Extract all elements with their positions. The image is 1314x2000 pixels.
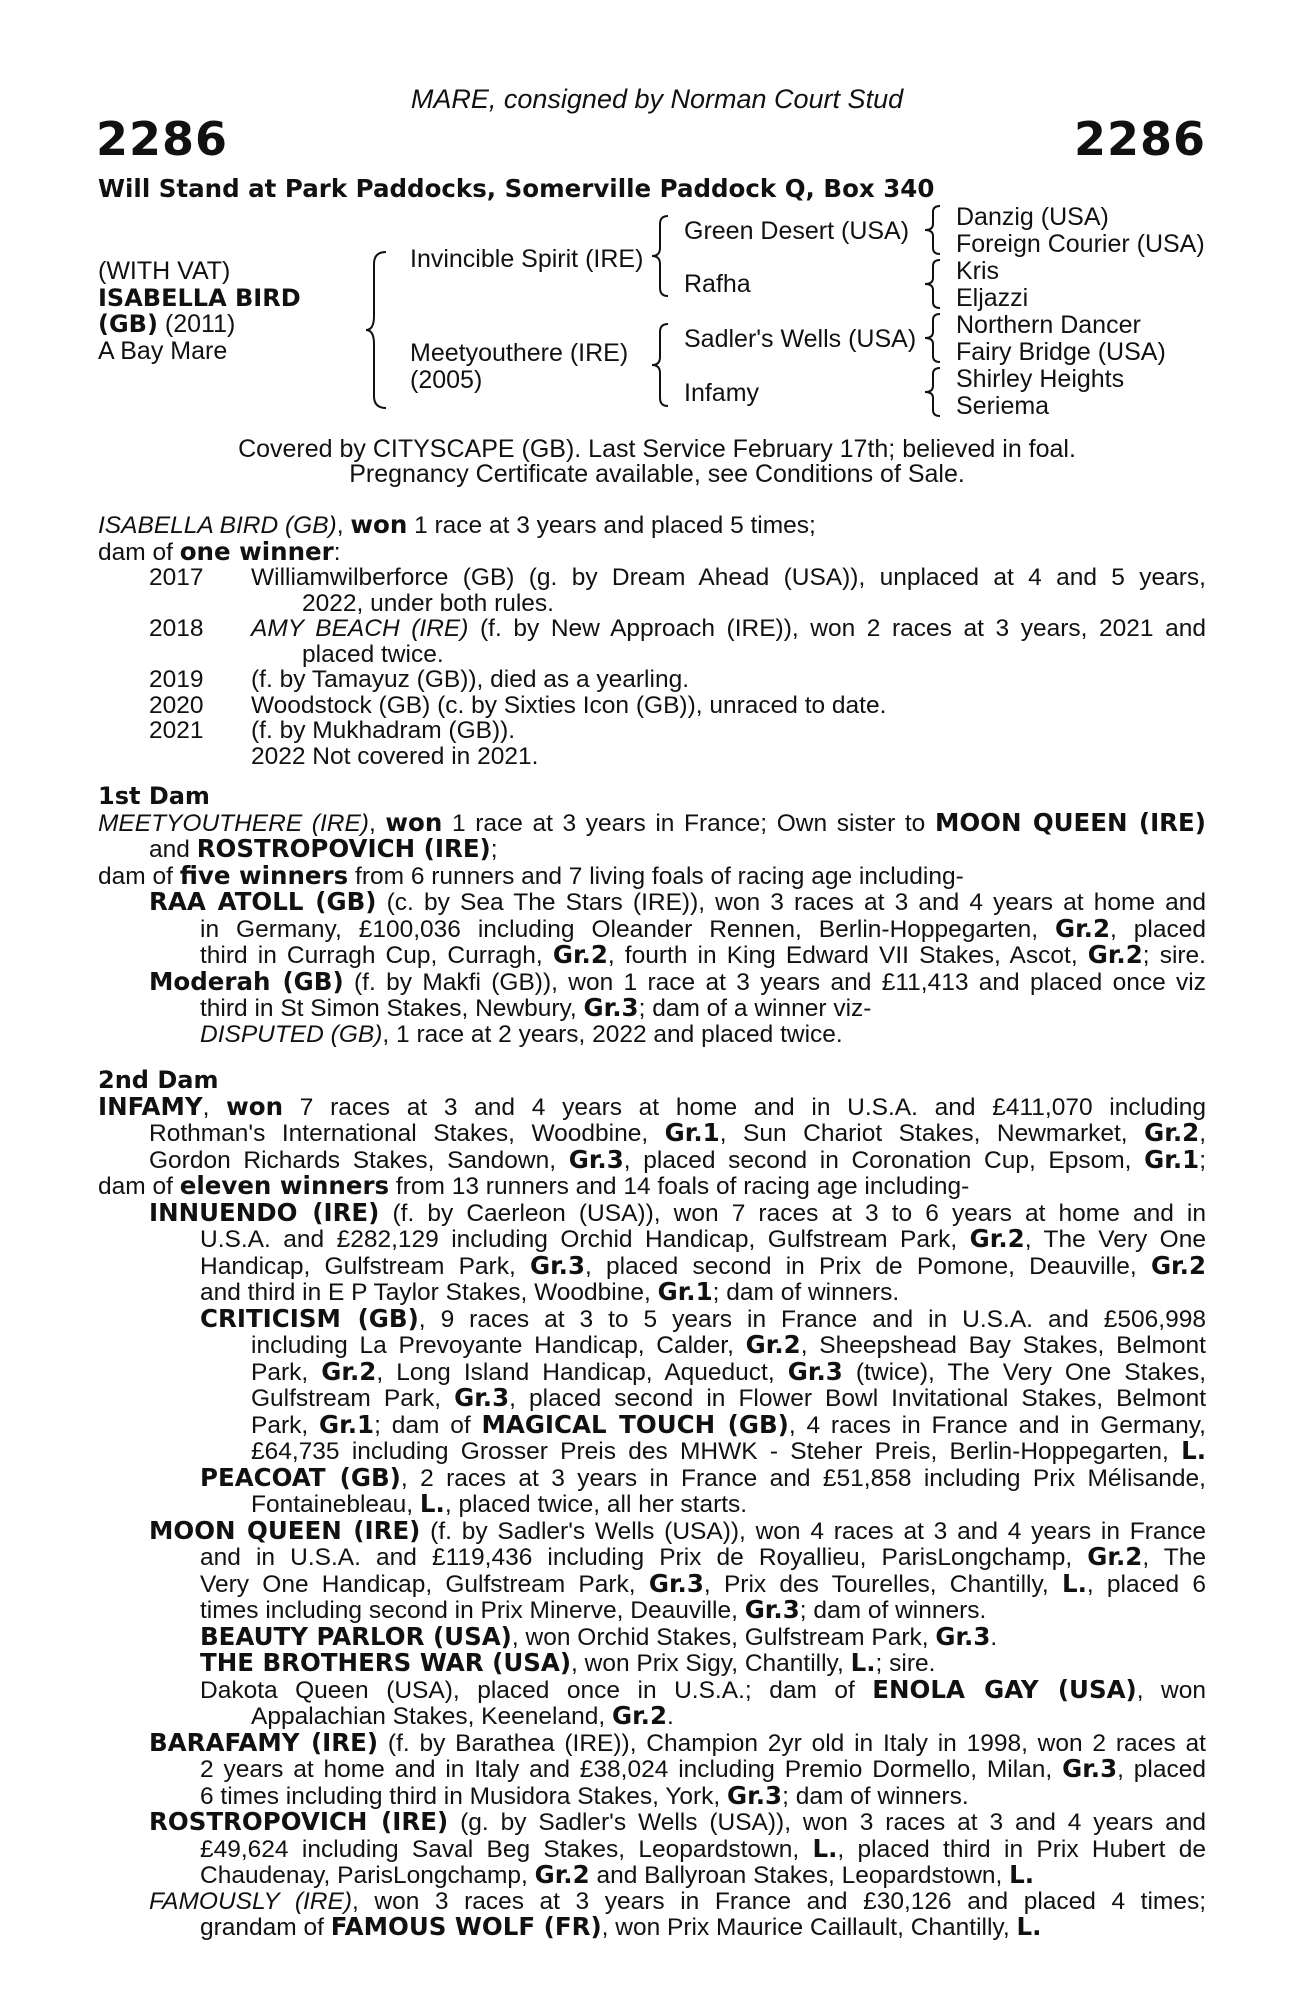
covered-line: Covered by CITYSCAPE (GB). Last Service February 17th; believed in foal.	[238, 435, 1076, 463]
produce-record	[98, 512, 1206, 769]
barafamy-line-3: 6 times including third in Musidora Stakes, York, Gr.3; dam of winners.	[200, 1780, 969, 1810]
dakota-queen-line-2: Appalachian Stakes, Keeneland, Gr.2.	[251, 1701, 674, 1730]
produce-intro: ISABELLA BIRD (GB), won 1 race at 3 years and placed 5 times;	[98, 510, 816, 539]
infamy-progeny-summary: dam of eleven winners from 13 runners and 14 foals of racing age including-	[98, 1171, 970, 1200]
brothers-war-line: THE BROTHERS WAR (USA), won Prix Sigy, Chantilly, L.; sire.	[200, 1648, 936, 1677]
first-dam-line-2: and ROSTROPOVICH (IRE);	[149, 834, 498, 863]
moon-queen-line-1: MOON QUEEN (IRE) (f. by Sadler's Wells (USA)), won 4 races at 3 and 4 years in France	[149, 1515, 1206, 1545]
produce-row-2021: 2021 (f. by Mukhadram (GB)).	[149, 717, 516, 744]
pedigree-dam-dam: Infamy	[684, 379, 760, 407]
innuendo-line-1: INNUENDO (IRE) (f. by Caerleon (USA)), won 7 races at 3 to 6 years at home and in	[149, 1197, 1206, 1227]
innuendo-line-4: and third in E P Taylor Stakes, Woodbine, Gr.1; dam of winners.	[200, 1277, 900, 1306]
horse-name: ISABELLA BIRD	[98, 284, 301, 312]
pedigree-dam-sire: Sadler's Wells (USA)	[684, 325, 917, 353]
pedigree-sire: Invincible Spirit (IRE)	[410, 245, 644, 273]
produce-row-2018: 2018 AMY BEACH (IRE) (f. by New Approach (IRE)), won 2 races at 3 years, 2021 and	[149, 615, 1206, 642]
pedigree-ssd: Foreign Courier (USA)	[956, 230, 1205, 258]
lot-number-left: 2286	[96, 112, 229, 166]
first-dam-progeny-summary: dam of five winners from 6 runners and 7 living foals of racing age including-	[98, 860, 964, 890]
pedigree-sds: Kris	[956, 257, 1000, 285]
criticism-line-2: including La Prevoyante Handicap, Calder, Gr.2, Sheepshead Bay Stakes, Belmont	[251, 1330, 1206, 1359]
moderah-line-1: Moderah (GB) (f. by Makfi (GB)), won 1 race at 3 years and £11,413 and placed once viz	[149, 966, 1206, 996]
barafamy-line-2: 2 years at home and in Italy and £38,024 including Premio Dormello, Milan, Gr.3, placed	[200, 1754, 1207, 1783]
barafamy-line-1: BARAFAMY (IRE) (f. by Barathea (IRE)), Champion 2yr old in Italy in 1998, won 2 races at	[149, 1727, 1206, 1757]
infamy-line-1: INFAMY, won 7 races at 3 and 4 years at home and in U.S.A. and £411,070 including	[98, 1091, 1206, 1121]
second-dam-heading: 2nd Dam	[98, 1066, 219, 1094]
produce-row-2017-cont: 2022, under both rules.	[302, 589, 554, 617]
pedigree-sire-dam: Rafha	[684, 270, 751, 298]
first-dam-section	[98, 784, 1206, 1047]
second-dam-section	[98, 1068, 1206, 1941]
rostropovich-line-1: ROSTROPOVICH (IRE) (g. by Sadler's Wells (USA)), won 3 races at 3 and 4 years and	[149, 1807, 1206, 1836]
raa-atoll-line-2: in Germany, £100,036 including Oleander Rennen, Berlin-Hoppegarten, Gr.2, placed	[200, 913, 1206, 943]
horse-origin-year	[98, 311, 235, 338]
pedigree-brace-ss	[922, 204, 944, 256]
disputed-line: DISPUTED (GB), 1 race at 2 years, 2022 and placed twice.	[200, 1020, 843, 1048]
famously-line-1: FAMOUSLY (IRE), won 3 races at 3 years in France and £30,126 and placed 4 times;	[149, 1887, 1206, 1915]
pedigree-brace-dd	[922, 366, 944, 418]
peacoat-line-2: Fontainebleau, L., placed twice, all her starts.	[251, 1489, 748, 1518]
produce-damof: dam of one winner:	[98, 536, 341, 566]
criticism-line-4: Gulfstream Park, Gr.3, placed second in Flower Bowl Invitational Stakes, Belmont	[251, 1383, 1207, 1412]
produce-row-2020: 2020 Woodstock (GB) (c. by Sixties Icon (GB)), unraced to date.	[149, 691, 887, 719]
innuendo-line-2: U.S.A. and £282,129 including Orchid Handicap, Gulfstream Park, Gr.2, The Very One	[200, 1224, 1206, 1253]
pedigree-dsd: Fairy Bridge (USA)	[956, 338, 1166, 366]
horse-description: A Bay Mare	[98, 337, 228, 365]
innuendo-line-3: Handicap, Gulfstream Park, Gr.3, placed second in Prix de Pomone, Deauville, Gr.2	[200, 1250, 1206, 1280]
pedigree-sss: Danzig (USA)	[956, 203, 1109, 231]
raa-atoll-line-3: third in Curragh Cup, Curragh, Gr.2, fourth in King Edward VII Stakes, Ascot, Gr.2; sire.	[200, 940, 1206, 969]
criticism-line-1: CRITICISM (GB), 9 races at 3 to 5 years in France and in U.S.A. and £506,998	[200, 1303, 1206, 1333]
rostropovich-line-3: Chaudenay, ParisLongchamp, Gr.2 and Ballyroan Stakes, Leopardstown, L.	[200, 1860, 1035, 1889]
pedigree-brace-sire	[650, 214, 672, 298]
moon-queen-line-4: times including second in Prix Minerve, Deauville, Gr.3; dam of winners.	[200, 1595, 987, 1624]
infamy-line-3: Gordon Richards Stakes, Sandown, Gr.3, placed second in Coronation Cup, Epsom, Gr.1;	[149, 1144, 1207, 1174]
vat-note: (WITH VAT)	[98, 257, 231, 285]
first-dam-line-1: MEETYOUTHERE (IRE), won 1 race at 3 years in France; Own sister to MOON QUEEN (IRE)	[98, 807, 1206, 837]
consigner-line: MARE, consigned by Norman Court Stud	[410, 84, 904, 114]
pedigree-dam-year: (2005)	[410, 366, 483, 394]
rostropovich-line-2: £49,624 including Saval Beg Stakes, Leopardstown, L., placed third in Prix Hubert de	[200, 1833, 1206, 1863]
stand-location: Will Stand at Park Paddocks, Somerville Paddock Q, Box 340	[98, 174, 935, 203]
pregnancy-line: Pregnancy Certificate available, see Conditions of Sale.	[349, 460, 965, 488]
moon-queen-line-3: Very One Handicap, Gulfstream Park, Gr.3, Prix des Tourelles, Chantilly, L., placed 6	[200, 1568, 1206, 1598]
pedigree-dam: Meetyouthere (IRE)	[410, 339, 629, 367]
pedigree-ddd: Seriema	[956, 392, 1050, 420]
produce-note: 2022 Not covered in 2021.	[251, 742, 539, 770]
moon-queen-line-2: and in U.S.A. and £119,436 including Prix de Royallieu, ParisLongchamp, Gr.2, The	[200, 1542, 1206, 1571]
famously-line-2: grandam of FAMOUS WOLF (FR), won Prix Maurice Caillault, Chantilly, L.	[200, 1912, 1042, 1941]
lot-number-right: 2286	[1073, 112, 1206, 166]
produce-row-2017: 2017 Williamwilberforce (GB) (g. by Dream Ahead (USA)), unplaced at 4 and 5 years,	[149, 564, 1206, 591]
horse-country: (GB)	[98, 310, 158, 338]
pedigree-brace-main	[364, 250, 394, 410]
first-dam-heading: 1st Dam	[98, 782, 210, 810]
raa-atoll-line-1: RAA ATOLL (GB) (c. by Sea The Stars (IRE)), won 3 races at 3 and 4 years at home and	[149, 887, 1206, 916]
criticism-line-3: Park, Gr.2, Long Island Handicap, Aqueduct, Gr.3 (twice), The Very One Stakes,	[251, 1356, 1207, 1386]
infamy-line-2: Rothman's International Stakes, Woodbine, Gr.1, Sun Chariot Stakes, Newmarket, Gr.2,	[149, 1118, 1206, 1147]
produce-row-2019: 2019 (f. by Tamayuz (GB)), died as a yearling.	[149, 666, 689, 693]
horse-year: (2011)	[157, 310, 236, 338]
pedigree-dds: Shirley Heights	[956, 365, 1125, 393]
criticism-line-5: Park, Gr.1; dam of MAGICAL TOUCH (GB), 4 races in France and in Germany,	[251, 1409, 1206, 1439]
pedigree-sire-sire: Green Desert (USA)	[684, 217, 910, 245]
criticism-line-6: £64,735 including Grosser Preis des MHWK - Steher Preis, Berlin-Hoppegarten, L.	[251, 1436, 1206, 1465]
pedigree-brace-ds	[922, 312, 944, 364]
peacoat-line-1: PEACOAT (GB), 2 races at 3 years in France and £51,858 including Prix Mélisande,	[200, 1462, 1206, 1492]
pedigree-dss: Northern Dancer	[956, 311, 1141, 339]
produce-row-2018-cont: placed twice.	[302, 640, 444, 668]
pedigree-sdd: Eljazzi	[956, 284, 1029, 312]
pedigree-brace-dam	[650, 322, 672, 408]
beauty-parlor-line: BEAUTY PARLOR (USA), won Orchid Stakes, Gulfstream Park, Gr.3.	[200, 1621, 998, 1651]
moderah-line-2: third in St Simon Stakes, Newbury, Gr.3; dam of a winner viz-	[200, 993, 872, 1022]
pedigree-brace-sd	[922, 258, 944, 310]
dakota-queen-line-1: Dakota Queen (USA), placed once in U.S.A.; dam of ENOLA GAY (USA), won	[200, 1674, 1207, 1704]
